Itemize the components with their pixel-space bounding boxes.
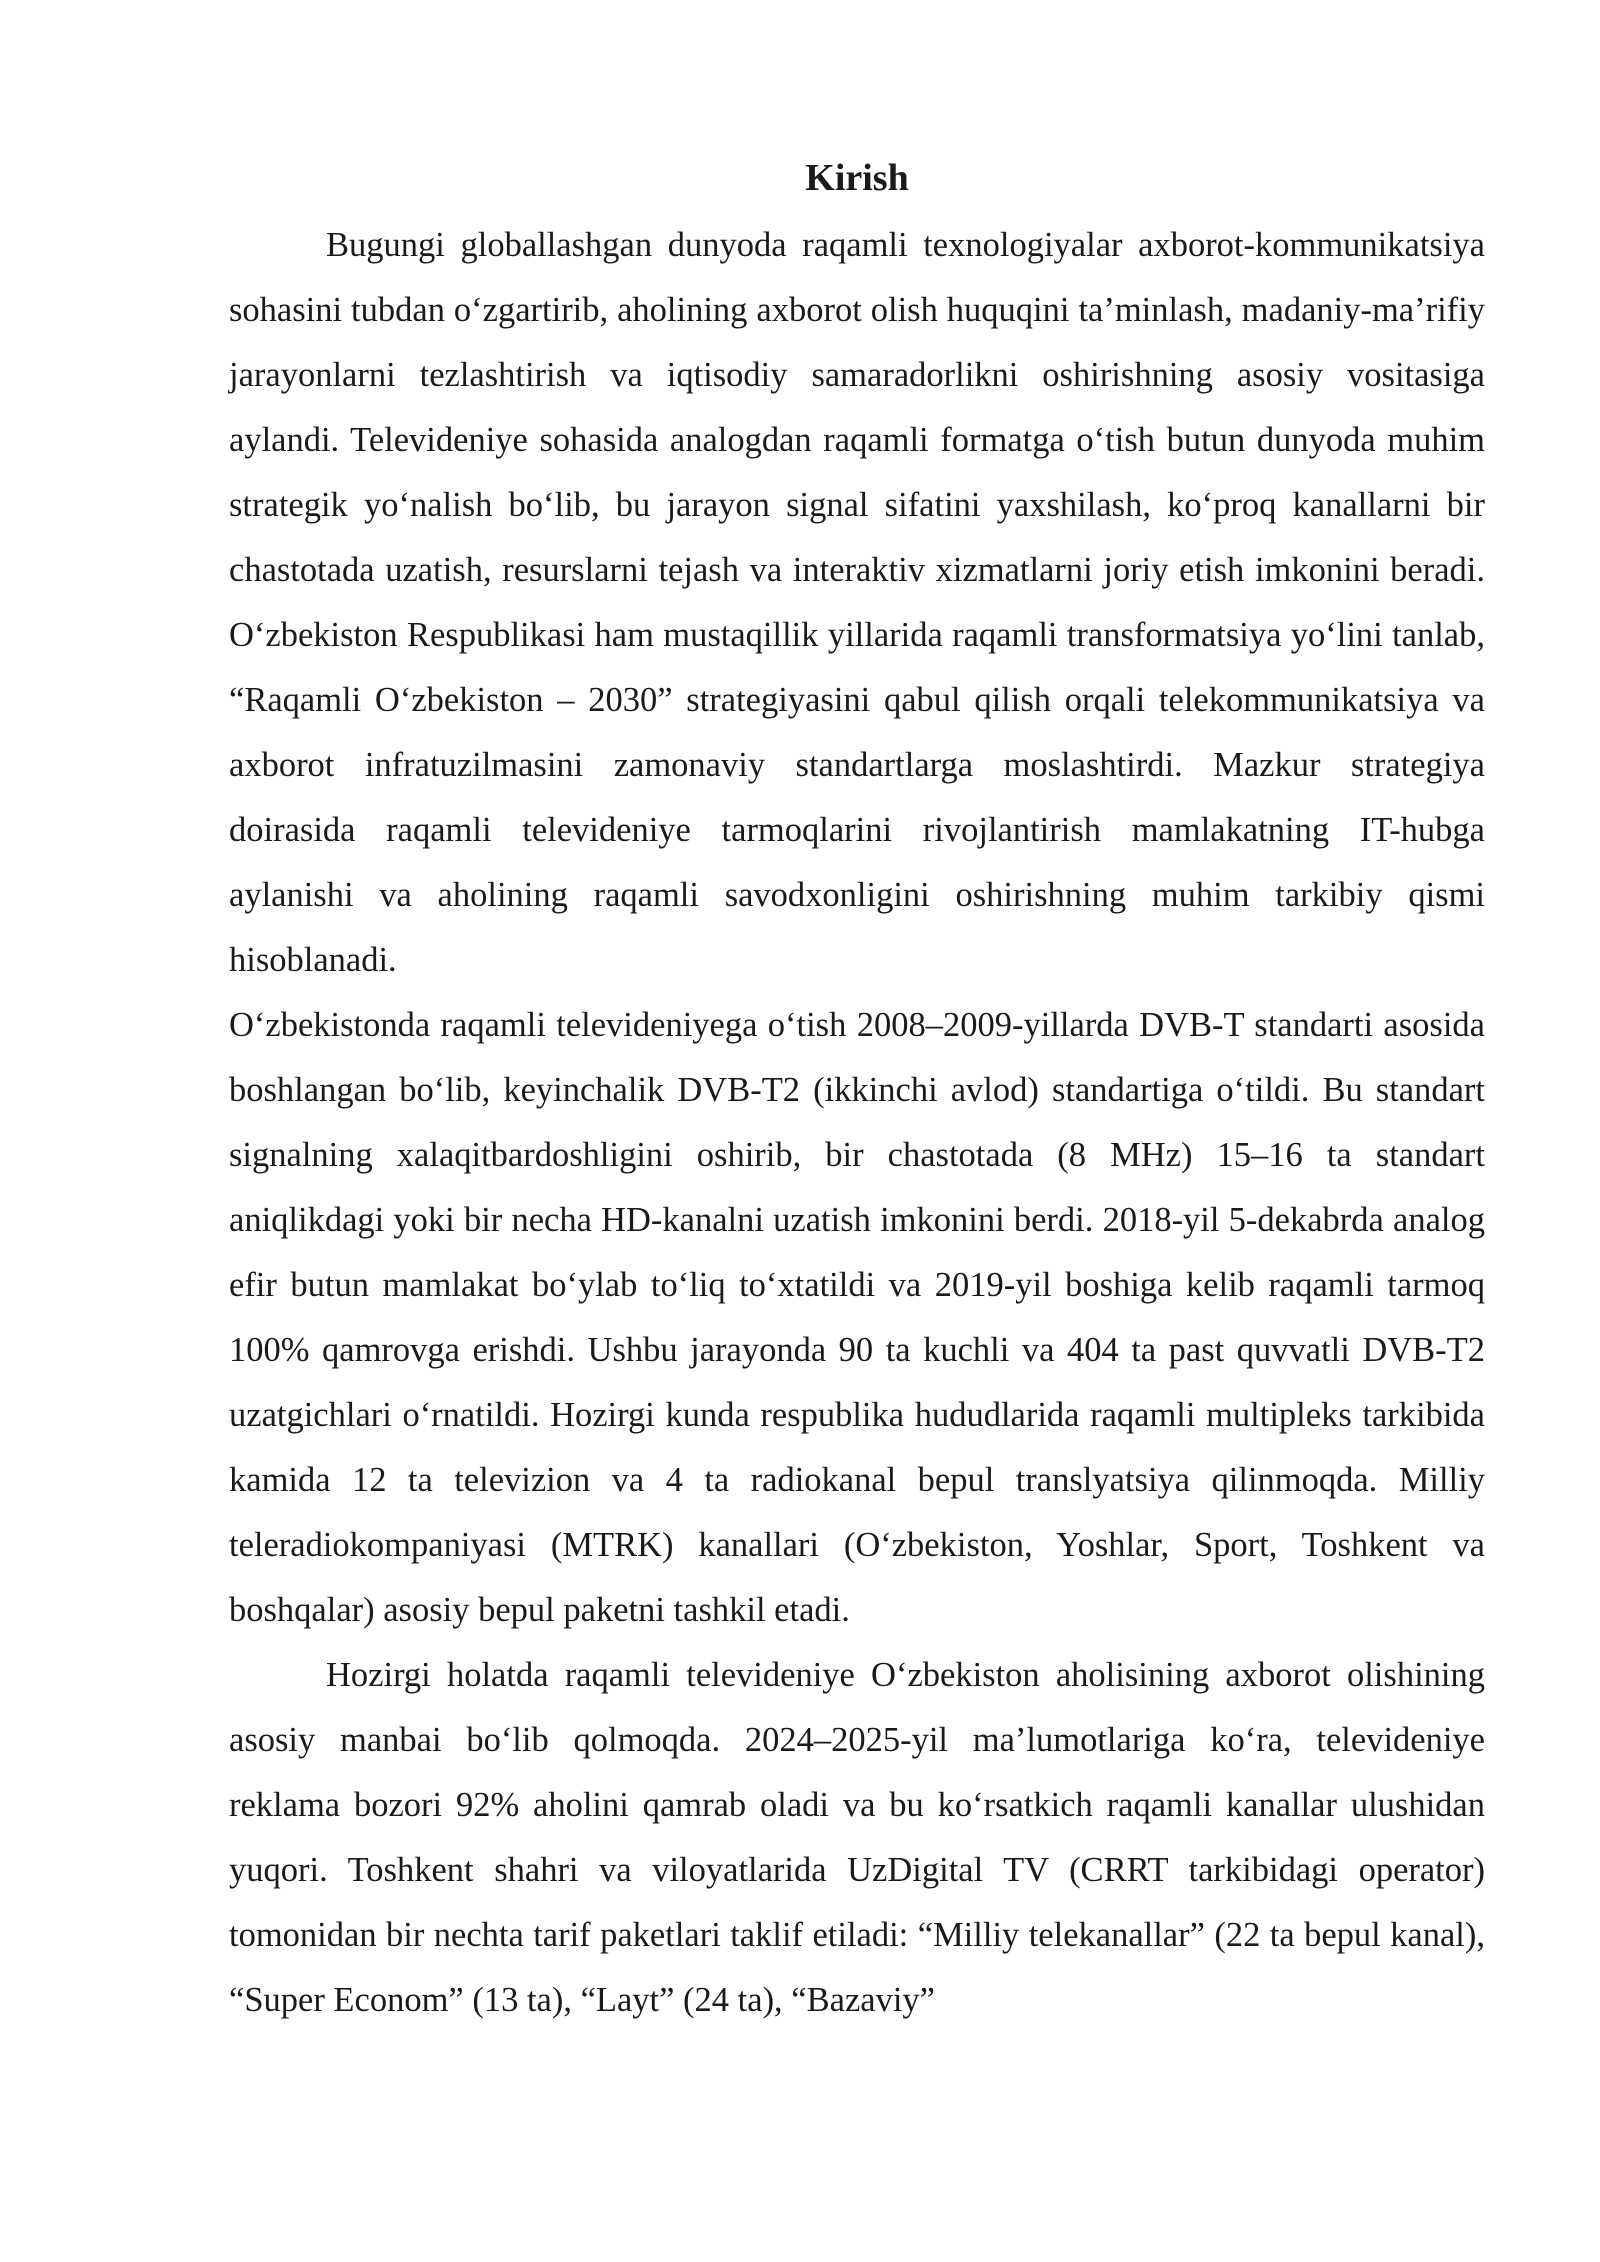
paragraph-dvb-history: O‘zbekistonda raqamli televideniyega o‘tish 2008–2009-yillarda DVB-T standarti asosida boshlangan bo‘lib, keyinchalik DVB-T2 (ikkinchi avlod) standartiga o‘tildi. Bu standart signalning xalaqitbardoshligini oshirib, bir chastotada (8 MHz) 15–16 ta standart aniqlikdagi yoki bir necha HD-kanalni uzatish imkonini berdi. 2018-yil 5-dekabrda analog efir butun mamlakat bo‘ylab to‘liq to‘xtatildi va 2019-yil boshiga kelib raqamli tarmoq 100% qamrovga erishdi. Ushbu jarayonda 90 ta kuchli va 404 ta past quvvatli DVB-T2 uzatgichlari o‘rnatildi. Hozirgi kunda respublika hududlarida raqamli multipleks tarkibida kamida 12 ta televizion va 4 ta radiokanal bepul translyatsiya qilinmoqda. Milliy teleradiokompaniyasi (MTRK) kanallari (O‘zbekiston, Yoshlar, Sport, Toshkent va boshqalar) asosiy bepul paketni tashkil etadi.: [229, 1006, 1485, 1629]
document-title: Kirish: [805, 157, 909, 199]
paragraph-intro: Bugungi globallashgan dunyoda raqamli texnologiyalar axborot-kommunikatsiya sohasini tubdan o‘zgartirib, aholining axborot olish huquqini ta’minlash, madaniy-ma’rifiy jarayonlarni tezlashtirish va iqtisodiy samaradorlikni oshirishning asosiy vositasiga aylandi. Televideniye sohasida analogdan raqamli formatga o‘tish butun dunyoda muhim strategik yo‘nalish bo‘lib, bu jarayon signal sifatini yaxshilash, ko‘proq kanallarni bir chastotada uzatish, resurslarni tejash va interaktiv xizmatlarni joriy etish imkonini beradi. O‘zbekiston Respublikasi ham mustaqillik yillarida raqamli transformatsiya yo‘lini tanlab, “Raqamli O‘zbekiston – 2030” strategiyasini qabul qilish orqali telekommunikatsiya va axborot infratuzilmasini zamonaviy standartlarga moslashtirdi. Mazkur strategiya doirasida raqamli televideniye tarmoqlarini rivojlantirish mamlakatning IT-hubga aylanishi va aholining raqamli savodxonligini oshirishning muhim tarkibiy qismi hisoblanadi.: [229, 226, 1485, 979]
paragraph-current-state: Hozirgi holatda raqamli televideniye O‘zbekiston aholisining axborot olishining asosiy manbai bo‘lib qolmoqda. 2024–2025-yil ma’lumotlariga ko‘ra, televideniye reklama bozori 92% aholini qamrab oladi va bu ko‘rsatkich raqamli kanallar ulushidan yuqori. Toshkent shahri va viloyatlarida UzDigital TV (CRRT tarkibidagi operator) tomonidan bir nechta tarif paketlari taklif etiladi: “Milliy telekanallar” (22 ta bepul kanal), “Super Econom” (13 ta), “Layt” (24 ta), “Bazaviy”: [229, 1656, 1485, 2019]
document-body: [229, 148, 1485, 2033]
